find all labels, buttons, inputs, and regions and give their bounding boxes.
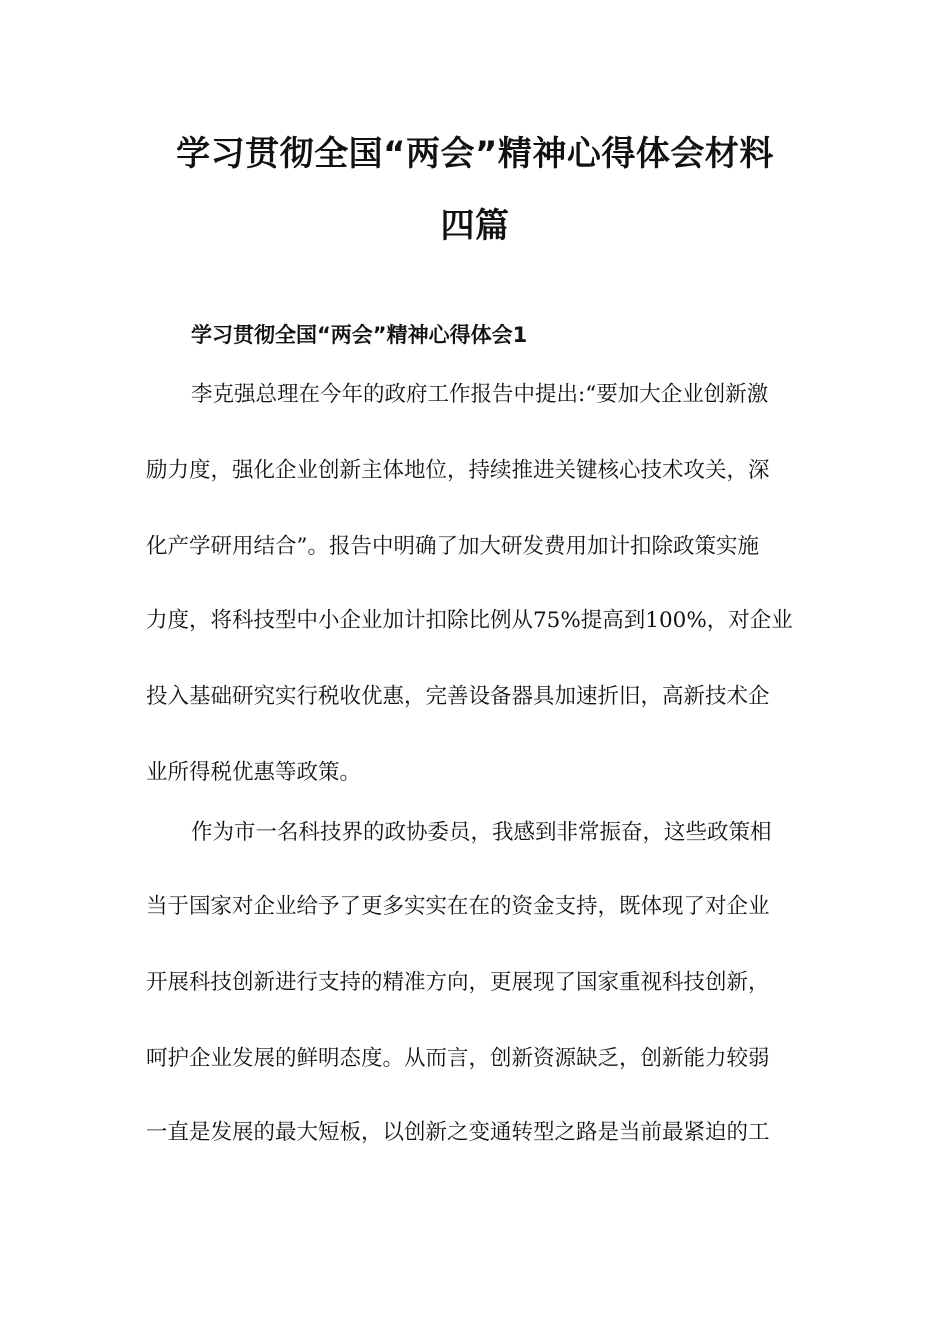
- document-title-line-1: 学习贯彻全国“两会”精神心得体会材料: [176, 134, 774, 174]
- paragraph-1-line-3: 化产学研用结合”。报告中明确了加大研发费用加计扣除政策实施: [146, 534, 759, 559]
- paragraph-2-line-3: 开展科技创新进行支持的精准方向，更展现了国家重视科技创新，: [146, 970, 770, 995]
- paragraph-1-line-5: 投入基础研究实行税收优惠，完善设备器具加速折旧，高新技术企: [146, 684, 770, 709]
- section-heading: 学习贯彻全国“两会”精神心得体会1: [191, 323, 528, 347]
- paragraph-2-line-5: 一直是发展的最大短板，以创新之变通转型之路是当前最紧迫的工: [146, 1120, 770, 1145]
- paragraph-2-line-4: 呵护企业发展的鲜明态度。从而言，创新资源缺乏，创新能力较弱: [146, 1046, 770, 1071]
- document-title-line-2: 四篇: [440, 206, 510, 246]
- paragraph-1-line-6: 业所得税优惠等政策。: [146, 760, 362, 785]
- paragraph-1-line-1: 李克强总理在今年的政府工作报告中提出:“要加大企业创新激: [191, 382, 769, 407]
- paragraph-1-line-4: 力度，将科技型中小企业加计扣除比例从75%提高到100%，对企业: [146, 608, 793, 633]
- paragraph-1-line-2: 励力度，强化企业创新主体地位，持续推进关键核心技术攻关，深: [146, 458, 770, 483]
- paragraph-2-line-2: 当于国家对企业给予了更多实实在在的资金支持，既体现了对企业: [146, 894, 770, 919]
- paragraph-2-line-1: 作为市一名科技界的政协委员，我感到非常振奋，这些政策相: [191, 820, 772, 845]
